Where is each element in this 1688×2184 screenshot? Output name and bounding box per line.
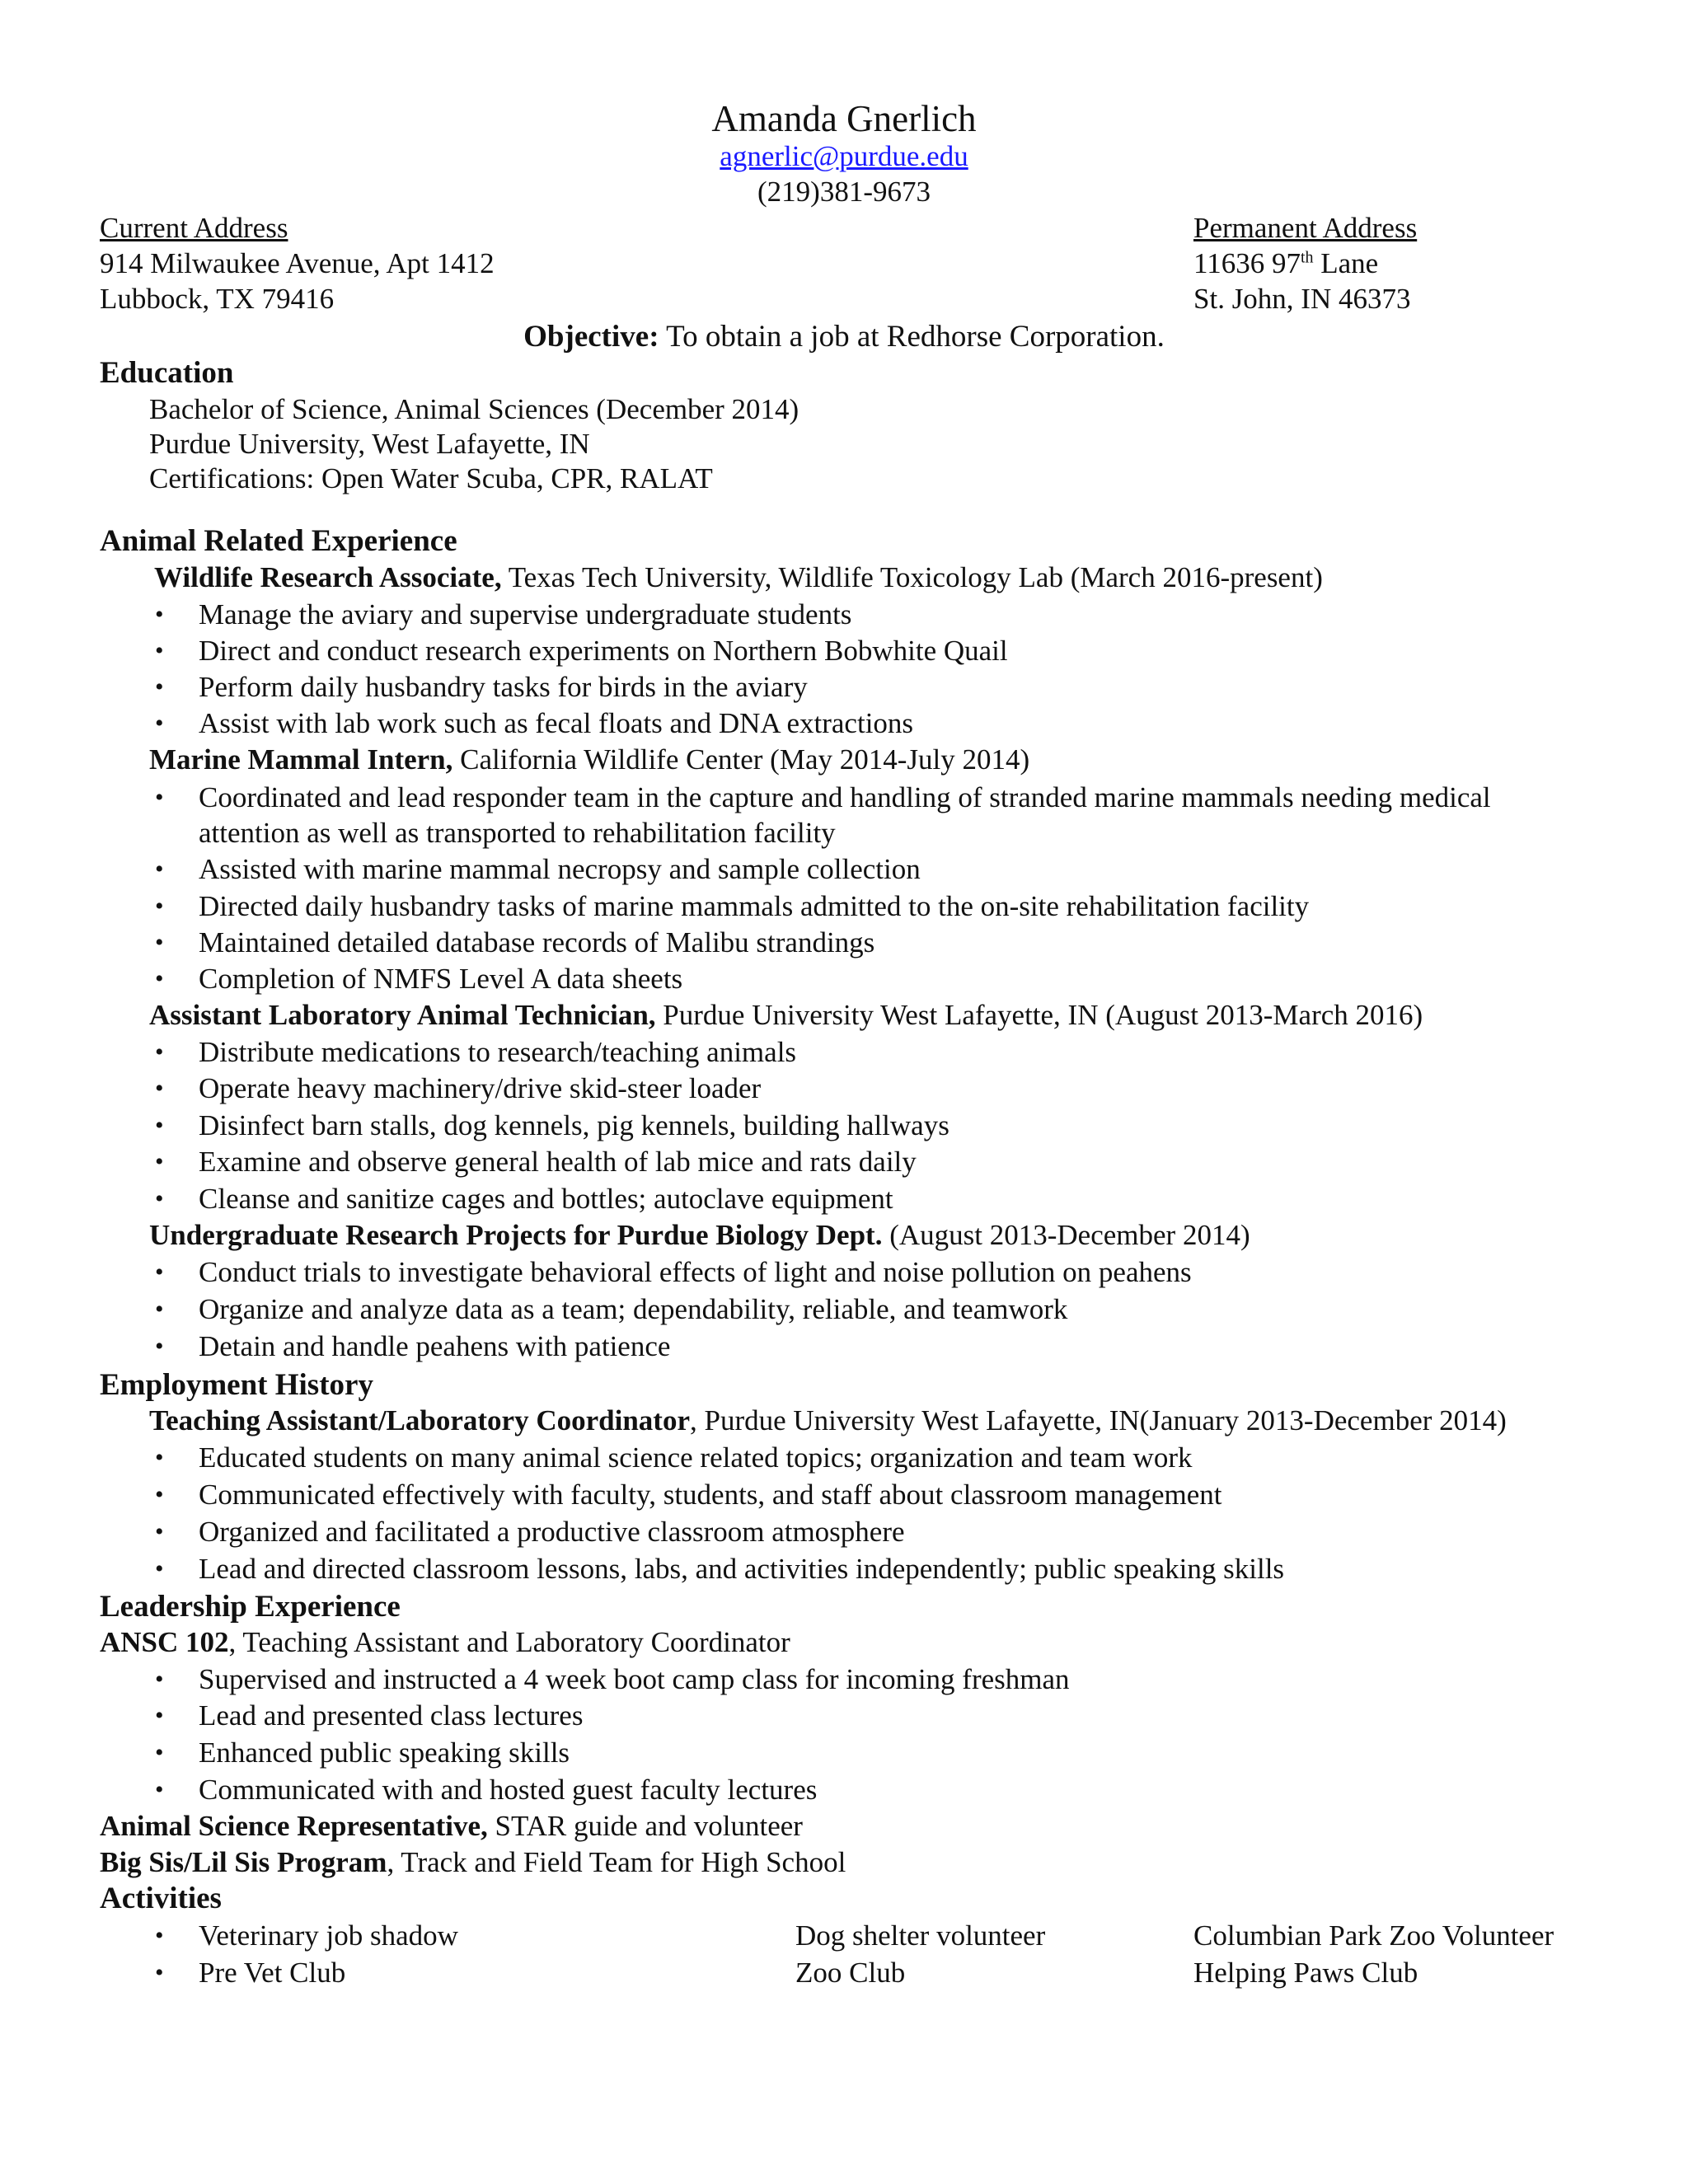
bullet-icon: •: [155, 1776, 164, 1803]
permanent-address-label: Permanent Address: [1193, 212, 1418, 244]
job-detail: Purdue University West Lafayette, IN (August 2013-March 2016): [655, 999, 1423, 1031]
list-item: Coordinated and lead responder team in the capture and handling of stranded marine mammals needing medical: [199, 781, 1491, 813]
activity-item: Veterinary job shadow: [199, 1919, 458, 1952]
permanent-address-street: Lane: [1313, 247, 1379, 279]
bullet-icon: •: [155, 1296, 164, 1323]
job-detail: Texas Tech University, Wildlife Toxicology Lab (March 2016-present): [501, 561, 1323, 593]
current-address-line1: 914 Milwaukee Avenue, Apt 1412: [100, 247, 495, 279]
permanent-address-line2: St. John, IN 46373: [1193, 283, 1411, 315]
bullet-icon: •: [155, 965, 164, 992]
role-title: ANSC 102: [100, 1626, 229, 1658]
list-item: Direct and conduct research experiments on Northern Bobwhite Quail: [199, 635, 1008, 667]
list-item: Organize and analyze data as a team; dependability, reliable, and teamwork: [199, 1293, 1068, 1325]
job-title-line: [149, 998, 1423, 1033]
list-item: Assist with lab work such as fecal floats and DNA extractions: [199, 707, 914, 739]
activities-heading: Activities: [100, 1882, 222, 1915]
list-item: Cleanse and sanitize cages and bottles; autoclave equipment: [199, 1183, 893, 1215]
email-link[interactable]: agnerlic@purdue.edu: [720, 140, 968, 172]
candidate-name: Amanda Gnerlich: [711, 98, 977, 139]
list-item: Conduct trials to investigate behavioral effects of light and noise pollution on peahens: [199, 1256, 1192, 1288]
bullet-icon: •: [155, 1922, 164, 1949]
leadership-role: [100, 1845, 846, 1880]
bullet-icon: •: [155, 1444, 164, 1471]
list-item: Lead and presented class lectures: [199, 1699, 584, 1732]
bullet-icon: •: [155, 784, 164, 811]
job-title: Assistant Laboratory Animal Technician,: [149, 999, 656, 1031]
job-title-line: [154, 560, 1323, 595]
activity-item: Helping Paws Club: [1193, 1957, 1418, 1989]
objective-label: Objective:: [523, 320, 659, 354]
list-item: Perform daily husbandry tasks for birds in the aviary: [199, 671, 808, 703]
phone-number: (219)381-9673: [757, 176, 931, 208]
role-title: Big Sis/Lil Sis Program: [100, 1846, 387, 1878]
bullet-icon: •: [155, 1333, 164, 1360]
bullet-icon: •: [155, 1038, 164, 1066]
animal-experience-heading: Animal Related Experience: [100, 524, 457, 558]
bullet-icon: •: [155, 1075, 164, 1102]
bullet-icon: •: [155, 1148, 164, 1175]
list-item: Examine and observe general health of lab mice and rats daily: [199, 1146, 917, 1178]
list-item: Enhanced public speaking skills: [199, 1736, 570, 1769]
leadership-role: [100, 1809, 803, 1844]
bullet-icon: •: [155, 1959, 164, 1986]
list-item: Organized and facilitated a productive classroom atmosphere: [199, 1516, 905, 1548]
bullet-icon: •: [155, 1702, 164, 1729]
email-link-row: [0, 139, 1688, 174]
list-item: Assisted with marine mammal necropsy and sample collection: [199, 853, 921, 885]
list-item: Educated students on many animal science related topics; organization and team work: [199, 1441, 1193, 1474]
bullet-icon: •: [155, 1666, 164, 1693]
education-certifications: Certifications: Open Water Scuba, CPR, RALAT: [149, 462, 713, 494]
list-item: Lead and directed classroom lessons, labs, and activities independently; public speaking skills: [199, 1553, 1285, 1585]
activity-item: Pre Vet Club: [199, 1957, 346, 1989]
job-detail: California Wildlife Center (May 2014-July 2014): [452, 743, 1030, 776]
bullet-icon: •: [155, 710, 164, 737]
current-address-line2: Lubbock, TX 79416: [100, 283, 335, 315]
activity-item: Dog shelter volunteer: [795, 1919, 1046, 1952]
employment-heading: Employment History: [100, 1368, 373, 1402]
leadership-role: [100, 1625, 790, 1660]
current-address-label: Current Address: [100, 212, 288, 244]
role-detail: , Track and Field Team for High School: [387, 1846, 846, 1878]
permanent-address-number: 11636 97: [1193, 247, 1301, 279]
bullet-icon: •: [155, 855, 164, 883]
objective: [0, 320, 1688, 354]
list-item: Directed daily husbandry tasks of marine mammals admitted to the on-site rehabilitation facility: [199, 890, 1310, 922]
job-title: Undergraduate Research Projects for Purdue Biology Dept.: [149, 1219, 883, 1251]
bullet-icon: •: [155, 1555, 164, 1582]
job-title-line: [149, 1218, 1250, 1253]
activity-item: Columbian Park Zoo Volunteer: [1193, 1919, 1554, 1952]
objective-text: To obtain a job at Redhorse Corporation.: [659, 320, 1165, 354]
list-item: Communicated with and hosted guest faculty lectures: [199, 1774, 818, 1806]
bullet-icon: •: [155, 1481, 164, 1508]
job-detail: , Purdue University West Lafayette, IN(January 2013-December 2014): [689, 1404, 1507, 1436]
activity-item: Zoo Club: [795, 1957, 906, 1989]
bullet-icon: •: [155, 1518, 164, 1545]
job-title-line: [149, 1404, 1507, 1438]
job-title: Teaching Assistant/Laboratory Coordinator: [149, 1404, 690, 1436]
list-item: Operate heavy machinery/drive skid-steer loader: [199, 1072, 762, 1104]
role-detail: STAR guide and volunteer: [487, 1810, 803, 1842]
bullet-icon: •: [155, 1258, 164, 1286]
bullet-icon: •: [155, 929, 164, 956]
job-detail: (August 2013-December 2014): [882, 1219, 1250, 1251]
role-title: Animal Science Representative,: [100, 1810, 488, 1842]
job-title: Marine Mammal Intern,: [149, 743, 453, 776]
ordinal-suffix: th: [1300, 248, 1314, 267]
list-item: Detain and handle peahens with patience: [199, 1330, 671, 1362]
list-item: Distribute medications to research/teaching animals: [199, 1036, 797, 1068]
list-item: Disinfect barn stalls, dog kennels, pig kennels, building hallways: [199, 1109, 950, 1141]
list-item-continuation: attention as well as transported to rehabilitation facility: [199, 817, 836, 849]
list-item: Maintained detailed database records of Malibu strandings: [199, 926, 875, 958]
list-item: Supervised and instructed a 4 week boot camp class for incoming freshman: [199, 1663, 1070, 1695]
job-title-line: [149, 743, 1029, 777]
job-title: Wildlife Research Associate,: [154, 561, 502, 593]
bullet-icon: •: [155, 1112, 164, 1139]
bullet-icon: •: [155, 1739, 164, 1766]
education-heading: Education: [100, 356, 234, 390]
bullet-icon: •: [155, 893, 164, 920]
list-item: Completion of NMFS Level A data sheets: [199, 963, 683, 995]
bullet-icon: •: [155, 673, 164, 701]
role-detail: , Teaching Assistant and Laboratory Coordinator: [228, 1626, 790, 1658]
bullet-icon: •: [155, 637, 164, 664]
education-school: Purdue University, West Lafayette, IN: [149, 428, 590, 460]
list-item: Communicated effectively with faculty, students, and staff about classroom management: [199, 1479, 1222, 1511]
education-degree: Bachelor of Science, Animal Sciences (December 2014): [149, 393, 799, 425]
permanent-address-line1: [1193, 246, 1378, 281]
leadership-heading: Leadership Experience: [100, 1590, 401, 1624]
bullet-icon: •: [155, 1185, 164, 1212]
list-item: Manage the aviary and supervise undergraduate students: [199, 598, 852, 630]
bullet-icon: •: [155, 601, 164, 628]
